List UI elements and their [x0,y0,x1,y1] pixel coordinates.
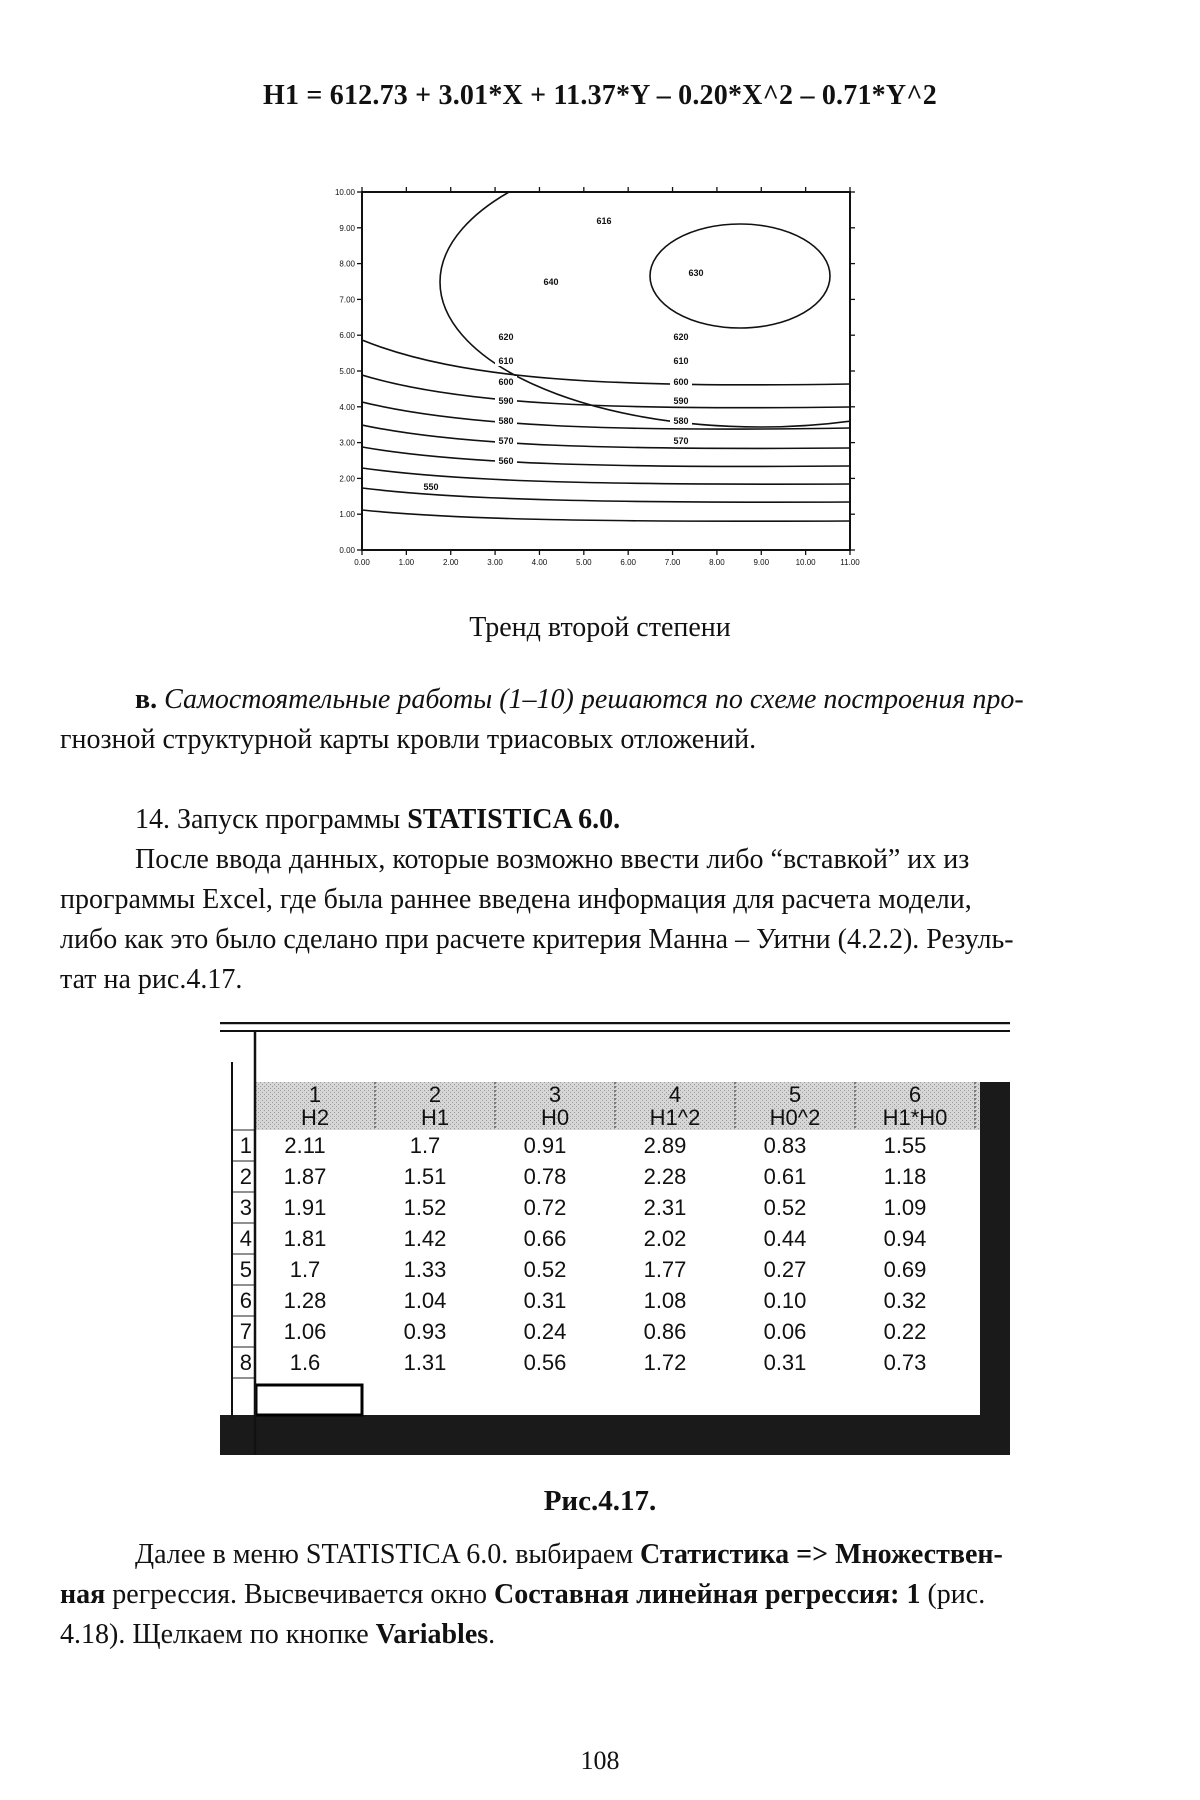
paragraph-line-3: либо как это было сделано при расчете критерия Манна – Уитни (4.2.2). Резуль- [60,924,1014,955]
table-cell[interactable]: 1.06 [284,1319,327,1344]
column-number: 4 [669,1082,681,1107]
plot-frame [362,192,850,550]
closing-text-5: . [488,1619,495,1650]
table-cell[interactable]: 0.61 [764,1164,807,1189]
x-tick-label: 10.00 [796,558,817,567]
column-number: 5 [789,1082,801,1107]
table-cell[interactable]: 0.10 [764,1288,807,1313]
section-v-rest: гнозной структурной карты кровли триасовых отложений. [60,724,756,755]
table-cell[interactable]: 0.06 [764,1319,807,1344]
scrollbar[interactable] [980,1082,1010,1454]
table-cell[interactable]: 0.72 [524,1195,567,1220]
body-paragraph [60,840,1120,1000]
closing-paragraph [60,1535,1120,1655]
table-cell[interactable]: 1.33 [404,1257,447,1282]
table-cell[interactable]: 1.6 [290,1350,321,1375]
table-cell[interactable]: 0.22 [884,1319,927,1344]
column-name[interactable]: H0 [541,1105,569,1130]
contour-label: 620 [673,332,688,342]
contour-label: 580 [498,416,513,426]
table-cell[interactable]: 0.93 [404,1319,447,1344]
table-cell[interactable]: 0.86 [644,1319,687,1344]
paragraph-line-1: После ввода данных, которые возможно ввести либо “вставкой” их из [135,844,969,875]
contour-label: 640 [543,277,558,287]
contour-label: 600 [673,377,688,387]
table-cell[interactable]: 0.52 [524,1257,567,1282]
table-cell[interactable]: 1.55 [884,1133,927,1158]
x-tick-label: 3.00 [487,558,503,567]
contour-label: 570 [673,436,688,446]
closing-bold-3: Составная линейная регрессия: 1 [494,1579,920,1610]
formula: H1 = 612.73 + 3.01*X + 11.37*Y – 0.20*X^2 – 0.71*Y^2 [0,80,1200,112]
section-14 [60,800,1120,840]
table-cell[interactable]: 0.78 [524,1164,567,1189]
table-cell[interactable]: 1.31 [404,1350,447,1375]
table-cell[interactable]: 1.51 [404,1164,447,1189]
x-tick-label: 2.00 [443,558,459,567]
closing-text-3: (рис. [920,1579,985,1610]
contour-plot [310,170,870,590]
row-number[interactable]: 1 [240,1133,252,1158]
contour-label: 610 [498,356,513,366]
table-cell[interactable]: 0.94 [884,1226,927,1251]
table-cell[interactable]: 0.32 [884,1288,927,1313]
column-name[interactable]: H2 [301,1105,329,1130]
y-tick-label: 3.00 [339,439,355,448]
contour-label: 550 [423,482,438,492]
contour-label: 630 [688,268,703,278]
table-cell[interactable]: 0.73 [884,1350,927,1375]
x-tick-label: 5.00 [576,558,592,567]
figure-caption: Рис.4.17. [0,1485,1200,1518]
paragraph-line-4: тат на рис.4.17. [60,964,242,995]
table-cell[interactable]: 1.77 [644,1257,687,1282]
table-cell[interactable]: 0.83 [764,1133,807,1158]
active-cell-frame[interactable] [256,1385,362,1415]
y-tick-label: 0.00 [339,546,355,555]
contour-label: 580 [673,416,688,426]
row-number[interactable]: 3 [240,1195,252,1220]
closing-text-1: Далее в меню STATISTICA 6.0. выбираем [135,1539,640,1570]
table-cell[interactable]: 1.42 [404,1226,447,1251]
paragraph-line-2: программы Excel, где была раннее введена информация для расчета модели, [60,884,972,915]
table-cell[interactable]: 2.31 [644,1195,687,1220]
x-tick-label: 6.00 [620,558,636,567]
y-tick-label: 7.00 [339,295,355,304]
y-tick-label: 10.00 [335,188,356,197]
closing-bold-1: Статистика => Множествен- [640,1539,1003,1570]
x-tick-label: 1.00 [399,558,415,567]
contour-label: 616 [596,216,611,226]
contour-label: 620 [498,332,513,342]
section-v-italic: Самостоятельные работы (1–10) решаются по схеме построения про- [164,684,1024,715]
column-name[interactable]: H0^2 [770,1105,821,1130]
column-name[interactable]: H1*H0 [883,1105,948,1130]
table-cell[interactable]: 1.7 [410,1133,441,1158]
y-tick-label: 5.00 [339,367,355,376]
table-cell[interactable]: 1.28 [284,1288,327,1313]
x-tick-label: 9.00 [753,558,769,567]
contour-label: 610 [673,356,688,366]
table-cell[interactable]: 0.27 [764,1257,807,1282]
table-cell[interactable]: 2.28 [644,1164,687,1189]
row-number[interactable]: 7 [240,1319,252,1344]
x-tick-label: 11.00 [840,558,860,567]
row-number[interactable]: 8 [240,1350,252,1375]
plot-caption: Тренд второй степени [0,612,1200,644]
section-14-number: 14. [135,804,170,835]
section-14-text: Запуск программы [177,804,400,835]
table-cell[interactable]: 0.31 [764,1350,807,1375]
table-cell[interactable]: 1.52 [404,1195,447,1220]
table-cell[interactable]: 2.11 [284,1133,325,1158]
y-tick-label: 6.00 [339,331,355,340]
table-cell[interactable]: 2.89 [644,1133,687,1158]
closing-text-2: регрессия. Высвечивается окно [105,1579,494,1610]
closing-text-4: 4.18). Щелкаем по кнопке [60,1619,376,1650]
column-number: 1 [309,1082,321,1107]
table-cell[interactable]: 1.18 [884,1164,927,1189]
table-cell[interactable]: 0.56 [524,1350,567,1375]
x-tick-label: 0.00 [354,558,370,567]
contour-label: 570 [498,436,513,446]
table-cell[interactable]: 1.81 [284,1226,327,1251]
table-cell[interactable]: 0.91 [524,1133,567,1158]
y-tick-label: 8.00 [339,260,355,269]
y-tick-label: 2.00 [339,474,355,483]
column-number: 3 [549,1082,561,1107]
contour-label: 590 [498,396,513,406]
table-cell[interactable]: 1.87 [284,1164,327,1189]
x-tick-label: 4.00 [532,558,548,567]
y-tick-label: 9.00 [339,224,355,233]
table-cell[interactable]: 1.91 [284,1195,327,1220]
table-cell[interactable]: 0.52 [764,1195,807,1220]
contour-label: 590 [673,396,688,406]
table-cell[interactable]: 0.44 [764,1226,807,1251]
column-name[interactable]: H1 [421,1105,449,1130]
closing-bold-2: ная [60,1579,105,1610]
spreadsheet [220,1022,1020,1462]
table-cell[interactable]: 0.66 [524,1226,567,1251]
table-cell[interactable]: 0.31 [524,1288,567,1313]
column-header-band [255,1082,980,1130]
column-name[interactable]: H1^2 [650,1105,701,1130]
bottom-bar [220,1415,1010,1455]
row-number[interactable]: 2 [240,1164,252,1189]
table-cell[interactable]: 1.7 [290,1257,321,1282]
table-cell[interactable]: 0.24 [524,1319,567,1344]
x-tick-label: 7.00 [665,558,681,567]
y-tick-label: 4.00 [339,403,355,412]
table-cell[interactable]: 1.04 [404,1288,447,1313]
contour-label: 600 [498,377,513,387]
section-14-program: STATISTICA 6.0. [407,804,620,835]
closing-bold-4: Variables [376,1619,489,1650]
section-v [60,680,1120,760]
table-cell[interactable]: 0.69 [884,1257,927,1282]
page-number: 108 [0,1746,1200,1776]
column-number: 2 [429,1082,441,1107]
row-number[interactable]: 6 [240,1288,252,1313]
row-number[interactable]: 5 [240,1257,252,1282]
table-cell[interactable]: 1.08 [644,1288,687,1313]
y-tick-label: 1.00 [339,510,355,519]
x-tick-label: 8.00 [709,558,725,567]
section-v-marker: в. [135,684,157,715]
contour-label: 560 [498,456,513,466]
table-cell[interactable]: 1.09 [884,1195,927,1220]
table-cell[interactable]: 1.72 [644,1350,687,1375]
table-cell[interactable]: 2.02 [644,1226,687,1251]
row-number[interactable]: 4 [240,1226,252,1251]
column-number: 6 [909,1082,921,1107]
